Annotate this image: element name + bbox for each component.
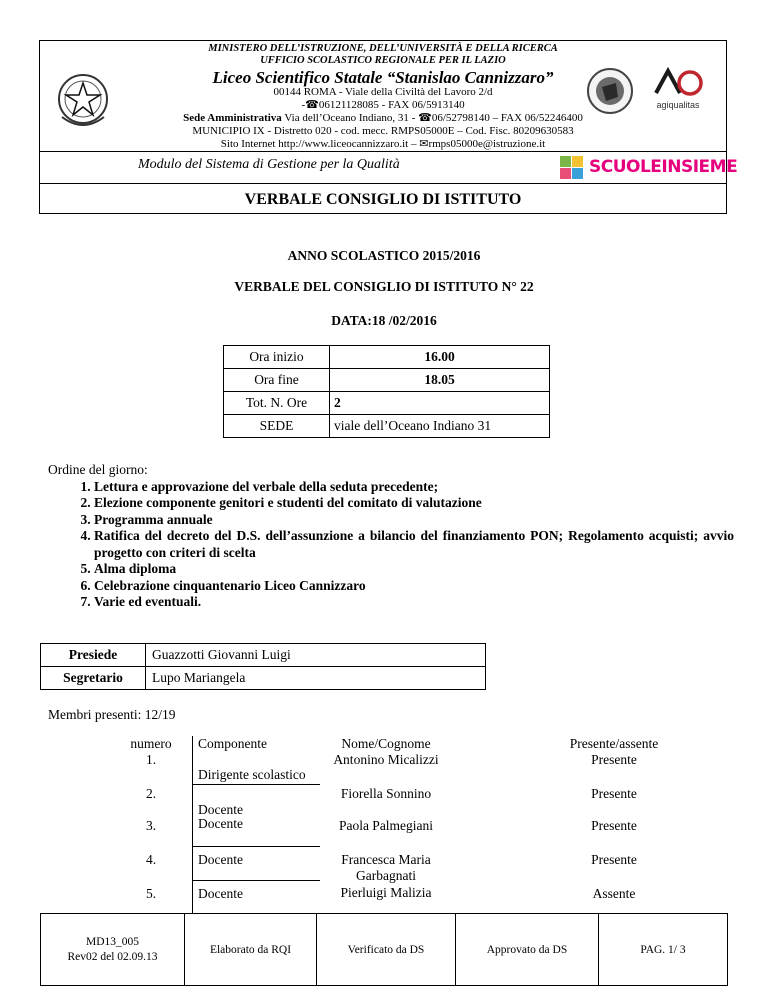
agenda-item: 4. Ratifica del decreto del D.S. dell’assunzione a bilancio del finanziamento PON; Regolamento acquisti; avvio progetto con criteri di scelta (94, 528, 734, 561)
svg-text:agiqualitas: agiqualitas (656, 100, 700, 110)
member-status: Presente (591, 852, 637, 867)
page-number: PAG. 1/ 3 (640, 943, 686, 956)
footer-code-cell (41, 914, 185, 985)
time-table (223, 345, 550, 438)
row-divider (192, 880, 320, 881)
header-name: Nome/Cognome (341, 736, 431, 751)
presiede-value: Guazzotti Giovanni Luigi (146, 644, 486, 667)
segretario-value: Lupo Mariangela (146, 667, 486, 690)
phone-icon: ☎ (305, 99, 319, 111)
phone-icon: ☎ (418, 112, 432, 124)
table-row (224, 369, 550, 392)
start-value: 16.00 (330, 346, 550, 369)
site-line: Sito Internet http://www.liceocannizzaro.it – ✉rmps05000e@istruzione.it (220, 138, 546, 150)
agenda-item: 5. Alma diploma (94, 561, 734, 578)
header-number: numero (130, 736, 172, 751)
table-row (41, 667, 486, 690)
agenda-item: 7. Varie ed eventuali. (94, 594, 734, 611)
footer-verificato: Verificato da DS (317, 914, 456, 985)
total-value: 2 (330, 392, 550, 415)
sede-label: SEDE (224, 415, 330, 438)
member-name: Paola Palmegiani (338, 818, 434, 833)
member-status: Presente (591, 752, 637, 767)
verbale-number: VERBALE DEL CONSIGLIO DI ISTITUTO N° 22 (234, 279, 534, 294)
mail-icon: ✉ (419, 138, 429, 150)
member-component: Docente (198, 816, 243, 831)
member-name: Fiorella Sonnino (340, 786, 432, 801)
municipio-line: MUNICIPIO IX - Distretto 020 - cod. mecc. RMPS05000E – Cod. Fisc. 80209630583 (192, 125, 574, 137)
members-table (116, 736, 668, 914)
member-component: Dirigente scolastico (198, 767, 306, 782)
row-divider (192, 846, 320, 847)
member-name: Francesca Maria Garbagnati (341, 852, 431, 883)
header-component: Componente (198, 736, 267, 751)
staff-table (40, 643, 486, 690)
member-number: 4. (145, 852, 157, 867)
member-component: Docente (198, 852, 243, 867)
member-component: Docente (198, 886, 243, 901)
member-number: 3. (145, 818, 157, 833)
divider (40, 183, 726, 184)
address-line-1: 00144 ROMA - Viale della Civiltà del Lavoro 2/d (273, 86, 493, 98)
end-label: Ora fine (224, 369, 330, 392)
table-row (224, 346, 550, 369)
end-value: 18.05 (330, 369, 550, 392)
segretario-label: Segretario (41, 667, 146, 690)
agenda-item: 2. Elezione componente genitori e studenti del comitato di valutazione (94, 495, 734, 512)
admin-line: Sede Amministrativa Via dell’Oceano Indiano, 31 - ☎06/52798140 – FAX 06/52246400 (183, 112, 583, 124)
member-number: 5. (145, 886, 157, 901)
email-link[interactable]: rmps05000e@istruzione.it (428, 138, 546, 150)
header-status: Presente/assente (569, 736, 659, 751)
address-line-2: -☎06121128085 - FAX 06/5913140 (301, 99, 465, 111)
school-year: ANNO SCOLASTICO 2015/2016 (287, 248, 481, 263)
agenda-heading: Ordine del giorno: (48, 462, 148, 477)
puzzle-icon (558, 153, 588, 181)
revision: Rev02 del 02.09.13 (67, 950, 158, 963)
agenda-item: 3. Programma annuale (94, 512, 734, 529)
scuoleinsieme-logo: SCUOLEINSIEME (558, 153, 728, 181)
total-label: Tot. N. Ore (224, 392, 330, 415)
footer-approvato: Approvato da DS (456, 914, 599, 985)
member-number: 1. (145, 752, 157, 767)
member-component: Docente (198, 802, 243, 817)
agenda (48, 462, 734, 611)
start-label: Ora inizio (224, 346, 330, 369)
accredia-logo-icon (586, 67, 634, 115)
table-row (224, 415, 550, 438)
member-status: Assente (592, 886, 636, 901)
member-name: Pierluigi Malizia (340, 885, 432, 900)
divider (40, 151, 726, 152)
footer-elaborato: Elaborato da RQI (185, 914, 317, 985)
quality-module-label: Modulo del Sistema di Gestione per la Qualità (138, 157, 400, 172)
presiede-label: Presiede (41, 644, 146, 667)
member-status: Presente (591, 818, 637, 833)
agenda-item: 1. Lettura e approvazione del verbale della seduta precedente; (94, 479, 734, 496)
ministry-line: MINISTERO DELL’ISTRUZIONE, DELL’UNIVERSITÀ E DELLA RICERCA (208, 43, 558, 54)
table-row (224, 392, 550, 415)
row-divider (192, 784, 320, 785)
table-row (41, 644, 486, 667)
sede-value: viale dell’Oceano Indiano 31 (330, 415, 550, 438)
document-title: VERBALE CONSIGLIO DI ISTITUTO (244, 191, 522, 208)
agiqualitas-logo-icon (644, 63, 712, 113)
members-present-count: Membri presenti: 12/19 (48, 707, 176, 722)
member-status: Presente (591, 786, 637, 801)
meeting-date: DATA:18 /02/2016 (331, 313, 437, 328)
document-header (39, 40, 738, 214)
office-line: UFFICIO SCOLASTICO REGIONALE PER IL LAZIO (260, 55, 506, 66)
agenda-item: 6. Celebrazione cinquantenario Liceo Cannizzaro (94, 578, 734, 595)
member-name: Antonino Micalizzi (333, 752, 439, 767)
column-divider (192, 736, 193, 914)
school-name: Liceo Scientifico Statale “Stanislao Cannizzaro” (212, 68, 554, 87)
form-code: MD13_005 (85, 935, 140, 948)
document-footer (40, 913, 728, 986)
member-number: 2. (145, 786, 157, 801)
